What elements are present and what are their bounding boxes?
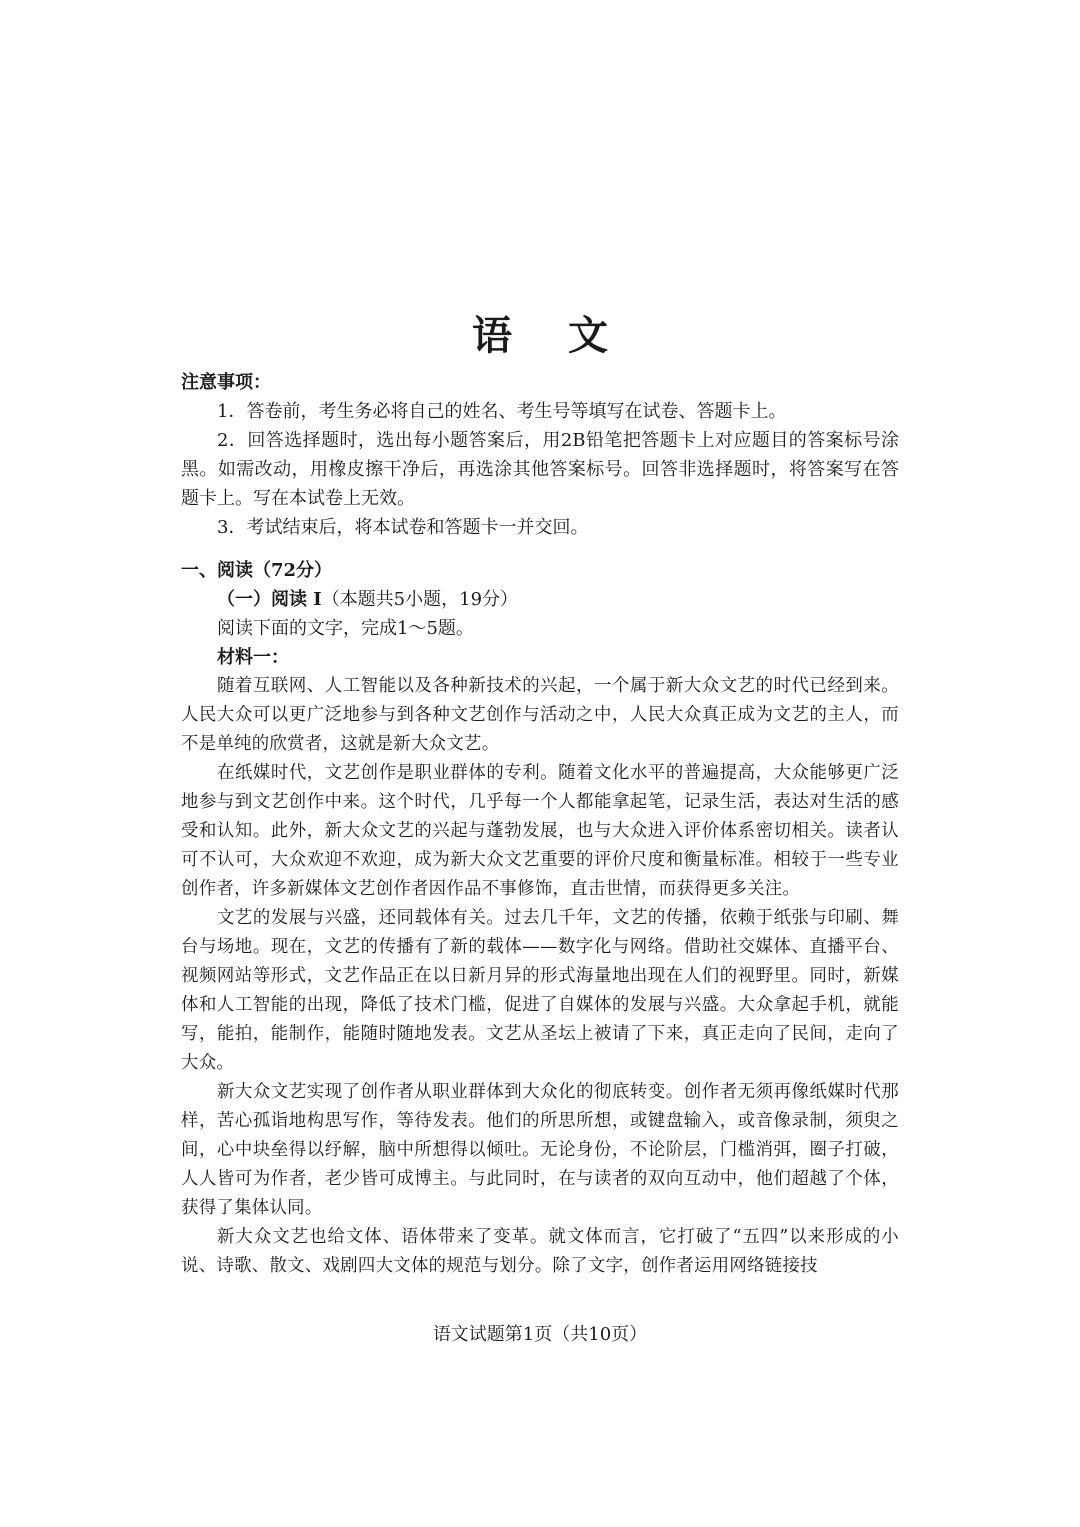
page-content	[181, 368, 899, 1281]
reading-instruction: 阅读下面的文字，完成1～5题。	[217, 618, 474, 639]
paragraph-5: 新大众文艺也给文体、语体带来了变革。就文体而言，它打破了“五四”以来形成的小说、诗歌、散文、戏剧四大文体的规范与划分。除了文字，创作者运用网络链接技	[181, 1227, 899, 1276]
notice-item-1: 1．答卷前，考生务必将自己的姓名、考生号等填写在试卷、答题卡上。	[217, 401, 787, 422]
paragraph-3: 文艺的发展与兴盛，还同载体有关。过去几千年，文艺的传播，依赖于纸张与印刷、舞台与场地。现在，文艺的传播有了新的载体——数字化与网络。借助社交媒体、直播平台、视频网站等形式，文艺作品正在以日新月异的形式海量地出现在人们的视野里。同时，新媒体和人工智能的出现，降低了技术门槛，促进了自媒体的发展与兴盛。大众拿起手机，就能写，能拍，能制作，能随时随地发表。文艺从圣坛上被请了下来，真正走向了民间，走向了大众。	[181, 908, 899, 1073]
section-heading: 一、阅读（72分）	[181, 560, 333, 581]
paragraph-2: 在纸媒时代，文艺创作是职业群体的专利。随着文化水平的普遍提高，大众能够更广泛地参与到文艺创作中来。这个时代，几乎每一个人都能拿起笔，记录生活，表达对生活的感受和认知。此外，新大众文艺的兴起与蓬勃发展，也与大众进入评价体系密切相关。读者认可不认可，大众欢迎不欢迎，成为新大众文艺重要的评价尺度和衡量标准。相较于一些专业创作者，许多新媒体文艺创作者因作品不事修饰，直击世情，而获得更多关注。	[181, 763, 899, 899]
sub-heading	[181, 585, 899, 614]
paragraph-4: 新大众文艺实现了创作者从职业群体到大众化的彻底转变。创作者无须再像纸媒时代那样，苦心孤诣地构思写作，等待发表。他们的所思所想，或键盘输入，或音像录制，须臾之间，心中块垒得以纾解，脑中所想得以倾吐。无论身份，不论阶层，门槛消弭，圈子打破，人人皆可为作者，老少皆可成博主。与此同时，在与读者的双向互动中，他们超越了个体，获得了集体认同。	[181, 1082, 899, 1218]
page-title: 语文	[472, 312, 664, 359]
notice-heading: 注意事项：	[181, 372, 271, 393]
sub-heading-detail: （本题共5小题，19分）	[321, 589, 519, 610]
notice-item-3: 3．考试结束后，将本试卷和答题卡一并交回。	[217, 517, 589, 538]
sub-heading-title: （一）阅读 I	[217, 589, 322, 610]
page-footer: 语文试题第1页（共10页）	[432, 1324, 648, 1345]
paragraph-1: 随着互联网、人工智能以及各种新技术的兴起，一个属于新大众文艺的时代已经到来。人民大众可以更广泛地参与到各种文艺创作与活动之中，人民大众真正成为文艺的主人，而不是单纯的欣赏者，这就是新大众文艺。	[181, 676, 899, 754]
material-text	[181, 672, 899, 1281]
notice-item-2: 2．回答选择题时，选出每小题答案后，用2B铅笔把答题卡上对应题目的答案标号涂黑。如需改动，用橡皮擦干净后，再选涂其他答案标号。回答非选择题时，将答案写在答题卡上。写在本试卷上无效。	[181, 430, 899, 509]
material-label: 材料一：	[217, 647, 289, 668]
